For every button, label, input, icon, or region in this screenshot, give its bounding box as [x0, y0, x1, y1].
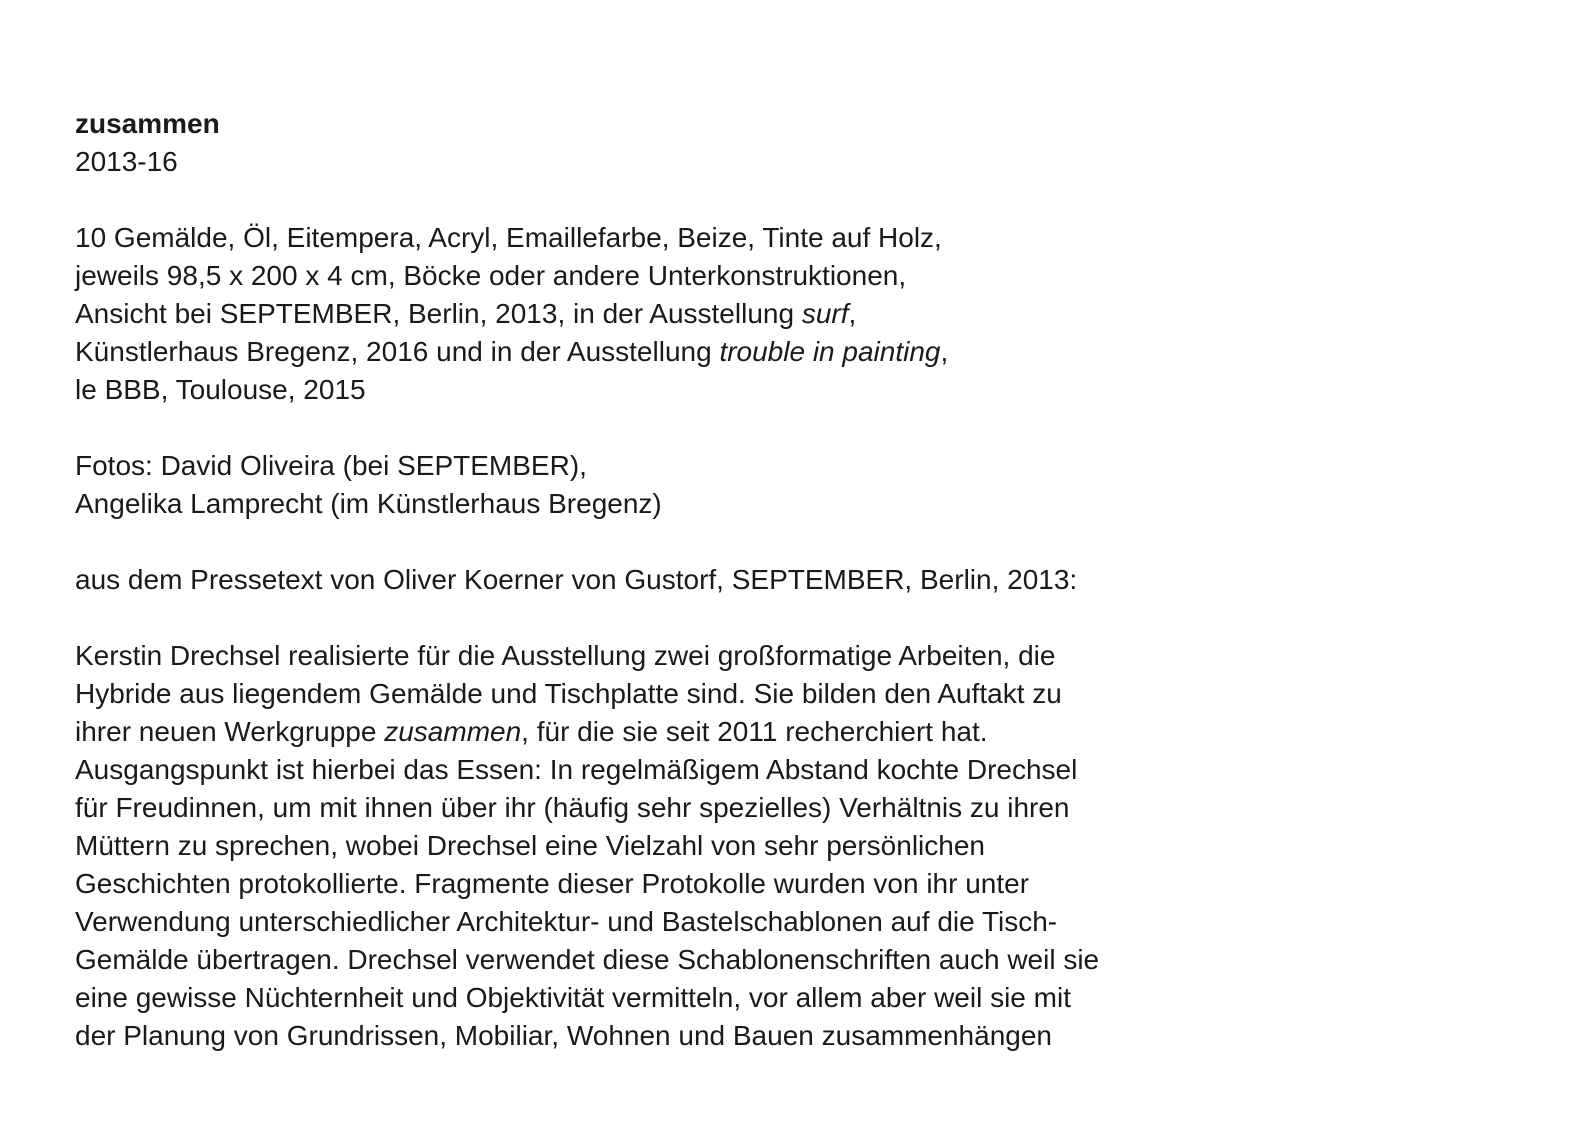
details-line: le BBB, Toulouse, 2015 — [75, 374, 366, 405]
press-text-line: für Freudinnen, um mit ihnen über ihr (häufig sehr spezielles) Verhältnis zu ihren — [75, 792, 1070, 823]
spacer — [75, 523, 1515, 561]
credits-line: Angelika Lamprecht (im Künstlerhaus Bregenz) — [75, 488, 662, 519]
press-text-line: der Planung von Grundrissen, Mobiliar, Wohnen und Bauen zusammenhängen — [75, 1020, 1052, 1051]
press-text-line: Müttern zu sprechen, wobei Drechsel eine Vielzahl von sehr persönlichen — [75, 830, 985, 861]
press-text-fragment: , für die sie seit 2011 recherchiert hat. — [521, 716, 988, 747]
source-line: aus dem Pressetext von Oliver Koerner von Gustorf, SEPTEMBER, Berlin, 2013: — [75, 564, 1078, 595]
press-text-line: Hybride aus liegendem Gemälde und Tischplatte sind. Sie bilden den Auftakt zu — [75, 678, 1062, 709]
spacer — [75, 599, 1515, 637]
press-text-line: Geschichten protokollierte. Fragmente dieser Protokolle wurden von ihr unter — [75, 868, 1030, 899]
press-text-line — [75, 713, 1515, 751]
photo-credits — [75, 447, 1515, 523]
details-text: , — [940, 336, 949, 367]
details-text: Künstlerhaus Bregenz, 2016 und in der Ausstellung — [75, 336, 720, 367]
work-group-title: zusammen — [384, 716, 522, 747]
spacer — [75, 181, 1515, 219]
press-text-line: Verwendung unterschiedlicher Architektur- und Bastelschablonen auf die Tisch- — [75, 906, 1058, 937]
document-page — [75, 105, 1515, 1055]
spacer — [75, 409, 1515, 447]
press-text-line: Gemälde übertragen. Drechsel verwendet diese Schablonenschriften auch weil sie — [75, 944, 1100, 975]
details-text: Ansicht bei SEPTEMBER, Berlin, 2013, in der Ausstellung — [75, 298, 802, 329]
credits-line: Fotos: David Oliveira (bei SEPTEMBER), — [75, 450, 587, 481]
press-source — [75, 561, 1515, 599]
press-text — [75, 637, 1515, 1055]
details-line: jeweils 98,5 x 200 x 4 cm, Böcke oder andere Unterkonstruktionen, — [75, 260, 907, 291]
details-line — [75, 295, 1515, 333]
work-title: zusammen — [75, 108, 220, 139]
exhibition-title-surf: surf — [801, 298, 849, 329]
details-line — [75, 333, 1515, 371]
press-text-line: eine gewisse Nüchternheit und Objektivität vermitteln, vor allem aber weil sie mit — [75, 982, 1071, 1013]
work-details — [75, 219, 1515, 409]
details-text: , — [848, 298, 857, 329]
press-text-line: Ausgangspunkt ist hierbei das Essen: In regelmäßigem Abstand kochte Drechsel — [75, 754, 1078, 785]
press-text-fragment: ihrer neuen Werkgruppe — [75, 716, 385, 747]
work-header — [75, 105, 1515, 181]
press-text-line: Kerstin Drechsel realisierte für die Ausstellung zwei großformatige Arbeiten, die — [75, 640, 1056, 671]
work-years: 2013-16 — [75, 146, 178, 177]
exhibition-title-trouble-in-painting: trouble in painting — [719, 336, 941, 367]
details-line: 10 Gemälde, Öl, Eitempera, Acryl, Emaillefarbe, Beize, Tinte auf Holz, — [75, 222, 942, 253]
